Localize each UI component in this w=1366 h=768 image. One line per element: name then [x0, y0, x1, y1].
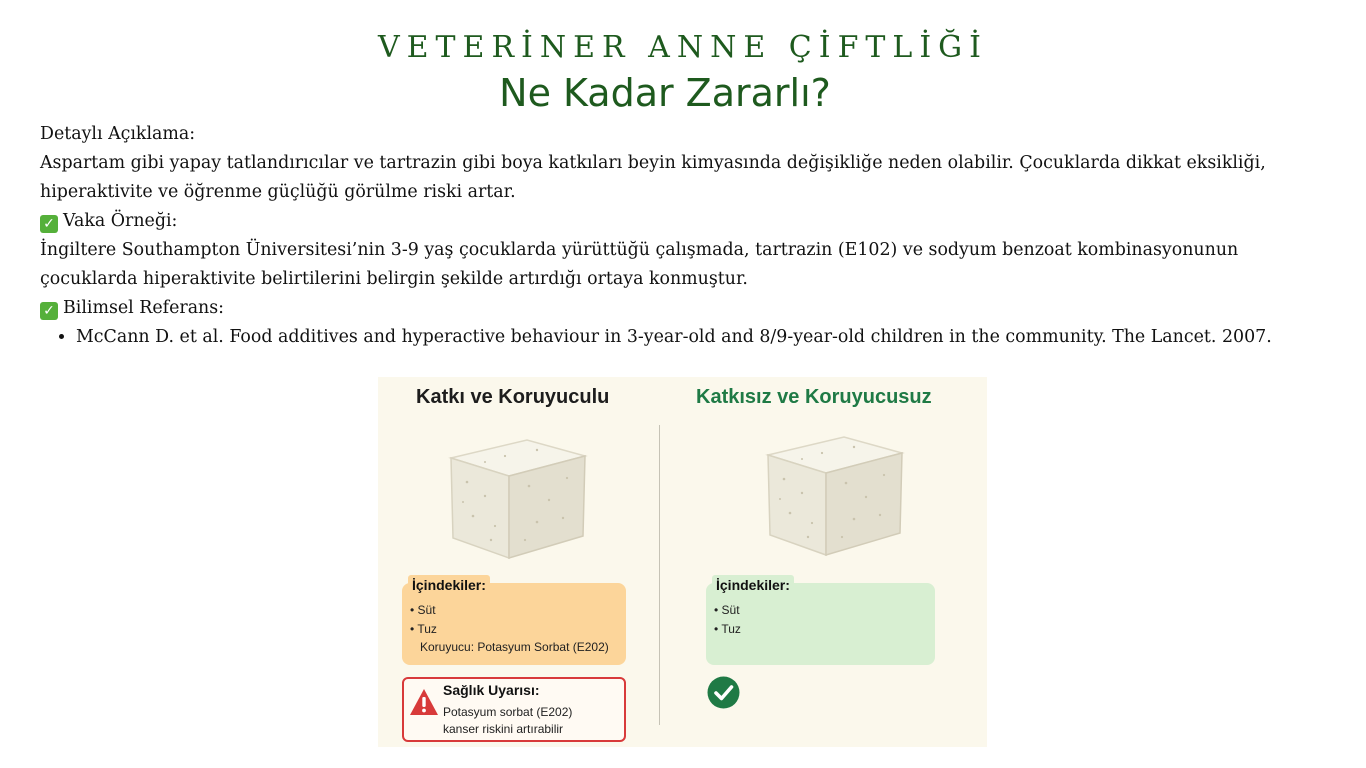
warning-triangle-icon — [409, 688, 439, 716]
preservative-line: Koruyucu: Potasyum Sorbat (E202) — [420, 640, 609, 654]
reference-heading: Bilimsel Referans: — [63, 298, 225, 318]
left-ingredients-box — [402, 577, 626, 665]
warning-title: Sağlık Uyarısı: — [443, 682, 540, 698]
check-mark-icon: ✓ — [40, 215, 58, 233]
right-ingredients-list — [714, 601, 741, 639]
list-item: • Tuz — [410, 620, 437, 639]
right-ingredients-label: İçindekiler: — [712, 575, 794, 595]
right-ingredients-box — [706, 577, 935, 665]
reference-list — [40, 323, 1340, 352]
warning-text-line: kanser riskini artırabilir — [443, 722, 564, 736]
list-item: • Tuz — [714, 620, 741, 639]
reference-heading-line — [40, 294, 1340, 323]
case-heading: Vaka Örneği: — [63, 211, 178, 231]
infographic-divider — [659, 425, 660, 725]
detail-text: Aspartam gibi yapay tatlandırıcılar ve tartrazin gibi boya katkıları beyin kimyasında değişikliğe neden olabilir. Çocuklarda dikkat eksikliği, hiperaktivite ve öğrenme güçlüğü görülme riski artar. — [40, 153, 1266, 202]
warning-text-line: Potasyum sorbat (E202) — [443, 705, 573, 719]
health-warning-box — [402, 677, 626, 742]
list-item: • Süt — [410, 601, 437, 620]
left-ingredients-list — [410, 601, 437, 639]
green-check-circle-icon — [707, 676, 740, 709]
case-heading-line — [40, 207, 1340, 236]
left-ingredients-label: İçindekiler: — [408, 575, 490, 595]
case-text: İngiltere Southampton Üniversitesi’nin 3-9 yaş çocuklarda yürüttüğü çalışmada, tartrazin (E102) ve sodyum benzoat kombinasyonunun çocuklarda hiperaktivite belirtilerini belirgin şekilde artırdığı ortaya konmuştur. — [40, 240, 1239, 289]
right-column-title: Katkısız ve Koruyucusuz — [696, 386, 932, 408]
cheese-cube-right-image — [762, 427, 907, 562]
left-column-title: Katkı ve Koruyuculu — [416, 386, 610, 408]
page-title: Ne Kadar Zararlı? — [499, 71, 831, 115]
warning-text — [443, 704, 572, 738]
brand-name: VETERİNER ANNE ÇİFTLİĞİ — [377, 30, 988, 65]
list-item: • Süt — [714, 601, 741, 620]
detail-heading: Detaylı Açıklama: — [40, 124, 196, 144]
cheese-cube-left-image — [445, 430, 590, 565]
article-body — [40, 120, 1340, 352]
reference-item: • McCann D. et al. Food additives and hyperactive behaviour in 3-year-old and 8/9-year-old children in the community. The Lancet. 2007. — [76, 323, 1340, 352]
check-mark-icon: ✓ — [40, 302, 58, 320]
